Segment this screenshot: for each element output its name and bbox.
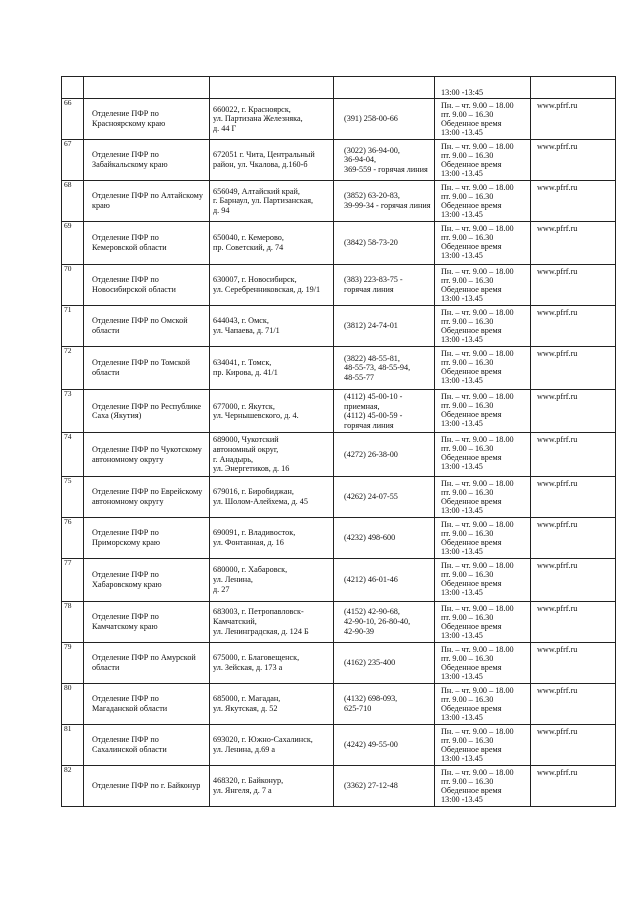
pfr-offices-table	[61, 76, 616, 807]
row-number: 66	[62, 99, 84, 140]
table-row	[62, 222, 616, 265]
table-row	[62, 558, 616, 601]
office-address: 690091, г. Владивосток, ул. Фонтанная, д. 16	[210, 517, 334, 558]
office-name: Отделение ПФР по Камчатскому краю	[84, 601, 210, 642]
row-number: 78	[62, 601, 84, 642]
office-website: www.pfrf.ru	[531, 347, 616, 390]
row-number: 80	[62, 683, 84, 724]
row-number: 72	[62, 347, 84, 390]
office-address: 630007, г. Новосибирск, ул. Серебренниковская, д. 19/1	[210, 265, 334, 306]
row-number: 76	[62, 517, 84, 558]
office-hours: Пн. – чт. 9.00 – 18.00 пт. 9.00 – 16.30 Обеденное время 13:00 -13.45	[435, 517, 531, 558]
row-number: 68	[62, 181, 84, 222]
table-row	[62, 347, 616, 390]
table-row	[62, 265, 616, 306]
office-website: www.pfrf.ru	[531, 558, 616, 601]
row-number: 79	[62, 642, 84, 683]
office-address: 680000, г. Хабаровск, ул. Ленина, д. 27	[210, 558, 334, 601]
office-name: Отделение ПФР по Чукотскому автономному округу	[84, 433, 210, 476]
office-website: www.pfrf.ru	[531, 642, 616, 683]
office-phone: (3822) 48-55-81, 48-55-73, 48-55-94, 48-55-77	[334, 347, 435, 390]
office-hours: Пн. – чт. 9.00 – 18.00 пт. 9.00 – 16.30 Обеденное время 13:00 -13.45	[435, 347, 531, 390]
office-hours: Пн. – чт. 9.00 – 18.00 пт. 9.00 – 16.30 Обеденное время 13:00 -13.45	[435, 222, 531, 265]
office-address: 693020, г. Южно-Сахалинск, ул. Ленина, д.69 а	[210, 724, 334, 765]
office-website: www.pfrf.ru	[531, 601, 616, 642]
table-row-continuation	[62, 77, 616, 99]
table-row	[62, 601, 616, 642]
table-row	[62, 99, 616, 140]
office-name: Отделение ПФР по Новосибирской области	[84, 265, 210, 306]
office-name: Отделение ПФР по Республике Саха (Якутия)	[84, 390, 210, 433]
office-address: 634041, г. Томск, пр. Кирова, д. 41/1	[210, 347, 334, 390]
office-phone	[334, 77, 435, 99]
office-phone: (4132) 698-093, 625-710	[334, 683, 435, 724]
table-row	[62, 642, 616, 683]
office-phone: (4272) 26-38-00	[334, 433, 435, 476]
office-address: 650040, г. Кемерово, пр. Советский, д. 74	[210, 222, 334, 265]
document-page	[61, 76, 615, 807]
office-website: www.pfrf.ru	[531, 390, 616, 433]
office-name: Отделение ПФР по Омской области	[84, 306, 210, 347]
office-address: 660022, г. Красноярск, ул. Партизана Железняка, д. 44 Г	[210, 99, 334, 140]
office-hours: Пн. – чт. 9.00 – 18.00 пт. 9.00 – 16.30 Обеденное время 13:00 -13.45	[435, 601, 531, 642]
row-number	[62, 77, 84, 99]
office-address	[210, 77, 334, 99]
table-row	[62, 390, 616, 433]
row-number: 73	[62, 390, 84, 433]
office-phone: (3812) 24-74-01	[334, 306, 435, 347]
office-phone: (4112) 45-00-10 - приемная, (4112) 45-00-59 - горячая линия	[334, 390, 435, 433]
office-phone: (3852) 63-20-83, 39-99-34 - горячая линия	[334, 181, 435, 222]
office-phone: (3022) 36-94-00, 36-94-04, 369-559 - горячая линия	[334, 140, 435, 181]
table-row	[62, 517, 616, 558]
office-hours: Пн. – чт. 9.00 – 18.00 пт. 9.00 – 16.30 Обеденное время 13:00 -13.45	[435, 265, 531, 306]
office-phone: (3362) 27-12-48	[334, 765, 435, 806]
row-number: 69	[62, 222, 84, 265]
office-name: Отделение ПФР по Кемеровской области	[84, 222, 210, 265]
office-name: Отделение ПФР по Амурской области	[84, 642, 210, 683]
office-website: www.pfrf.ru	[531, 724, 616, 765]
office-address: 675000, г. Благовещенск, ул. Зейская, д. 173 а	[210, 642, 334, 683]
table-row	[62, 765, 616, 806]
office-hours: Пн. – чт. 9.00 – 18.00 пт. 9.00 – 16.30 Обеденное время 13:00 -13.45	[435, 181, 531, 222]
table-row	[62, 433, 616, 476]
office-address: 656049, Алтайский край, г. Барнаул, ул. Партизанская, д. 94	[210, 181, 334, 222]
row-number: 77	[62, 558, 84, 601]
office-hours: Пн. – чт. 9.00 – 18.00 пт. 9.00 – 16.30 Обеденное время 13:00 -13.45	[435, 306, 531, 347]
office-name: Отделение ПФР по Магаданской области	[84, 683, 210, 724]
row-number: 75	[62, 476, 84, 517]
office-address: 672051 г. Чита, Центральный район, ул. Чкалова, д.160-б	[210, 140, 334, 181]
row-number: 71	[62, 306, 84, 347]
office-hours: Пн. – чт. 9.00 – 18.00 пт. 9.00 – 16.30 Обеденное время 13:00 -13.45	[435, 642, 531, 683]
office-website: www.pfrf.ru	[531, 683, 616, 724]
office-phone: (383) 223-83-75 - горячая линия	[334, 265, 435, 306]
office-website: www.pfrf.ru	[531, 476, 616, 517]
office-phone: (4152) 42-90-68, 42-90-10, 26-80-40, 42-90-39	[334, 601, 435, 642]
office-name: Отделение ПФР по Томской области	[84, 347, 210, 390]
office-website: www.pfrf.ru	[531, 517, 616, 558]
office-hours: Пн. – чт. 9.00 – 18.00 пт. 9.00 – 16.30 Обеденное время 13:00 -13.45	[435, 558, 531, 601]
table-row	[62, 724, 616, 765]
office-address: 689000, Чукотский автономный округ, г. Анадырь, ул. Энергетиков, д. 16	[210, 433, 334, 476]
office-website: www.pfrf.ru	[531, 140, 616, 181]
table-row	[62, 683, 616, 724]
office-phone: (391) 258-00-66	[334, 99, 435, 140]
office-name: Отделение ПФР по Красноярскому краю	[84, 99, 210, 140]
office-name: Отделение ПФР по Хабаровскому краю	[84, 558, 210, 601]
office-website: www.pfrf.ru	[531, 99, 616, 140]
office-website: www.pfrf.ru	[531, 265, 616, 306]
office-name	[84, 77, 210, 99]
office-name: Отделение ПФР по Сахалинской области	[84, 724, 210, 765]
row-number: 70	[62, 265, 84, 306]
office-address: 679016, г. Биробиджан, ул. Шолом-Алейхема, д. 45	[210, 476, 334, 517]
office-phone: (4162) 235-400	[334, 642, 435, 683]
office-hours: Пн. – чт. 9.00 – 18.00 пт. 9.00 – 16.30 Обеденное время 13:00 -13.45	[435, 476, 531, 517]
table-row	[62, 306, 616, 347]
office-hours: Пн. – чт. 9.00 – 18.00 пт. 9.00 – 16.30 Обеденное время 13:00 -13.45	[435, 99, 531, 140]
office-name: Отделение ПФР по Еврейскому автономному округу	[84, 476, 210, 517]
office-phone: (4212) 46-01-46	[334, 558, 435, 601]
office-name: Отделение ПФР по Приморскому краю	[84, 517, 210, 558]
table-row	[62, 476, 616, 517]
office-website: www.pfrf.ru	[531, 433, 616, 476]
office-website: www.pfrf.ru	[531, 306, 616, 347]
row-number: 74	[62, 433, 84, 476]
office-name: Отделение ПФР по г. Байконур	[84, 765, 210, 806]
office-address: 468320, г. Байконур, ул. Янгеля, д. 7 а	[210, 765, 334, 806]
office-phone: (4262) 24-07-55	[334, 476, 435, 517]
office-phone: (3842) 58-73-20	[334, 222, 435, 265]
office-address: 677000, г. Якутск, ул. Чернышевского, д. 4.	[210, 390, 334, 433]
table-row	[62, 181, 616, 222]
office-phone: (4242) 49-55-00	[334, 724, 435, 765]
office-hours: Пн. – чт. 9.00 – 18.00 пт. 9.00 – 16.30 Обеденное время 13:00 -13.45	[435, 724, 531, 765]
office-hours: Пн. – чт. 9.00 – 18.00 пт. 9.00 – 16.30 Обеденное время 13:00 -13.45	[435, 390, 531, 433]
office-name: Отделение ПФР по Забайкальскому краю	[84, 140, 210, 181]
office-website: www.pfrf.ru	[531, 765, 616, 806]
office-address: 683003, г. Петропавловск- Камчатский, ул. Ленинградская, д. 124 Б	[210, 601, 334, 642]
row-number: 81	[62, 724, 84, 765]
office-hours: 13:00 -13:45	[435, 77, 531, 99]
office-address: 644043, г. Омск, ул. Чапаева, д. 71/1	[210, 306, 334, 347]
office-website	[531, 77, 616, 99]
office-website: www.pfrf.ru	[531, 181, 616, 222]
table-row	[62, 140, 616, 181]
office-name: Отделение ПФР по Алтайскому краю	[84, 181, 210, 222]
office-hours: Пн. – чт. 9.00 – 18.00 пт. 9.00 – 16.30 Обеденное время 13:00 -13.45	[435, 765, 531, 806]
office-website: www.pfrf.ru	[531, 222, 616, 265]
office-address: 685000, г. Магадан, ул. Якутская, д. 52	[210, 683, 334, 724]
office-hours: Пн. – чт. 9.00 – 18.00 пт. 9.00 – 16.30 Обеденное время 13:00 -13.45	[435, 683, 531, 724]
row-number: 82	[62, 765, 84, 806]
office-phone: (4232) 498-600	[334, 517, 435, 558]
office-hours: Пн. – чт. 9.00 – 18.00 пт. 9.00 – 16.30 Обеденное время 13:00 -13.45	[435, 140, 531, 181]
office-hours: Пн. – чт. 9.00 – 18.00 пт. 9.00 – 16.30 Обеденное время 13:00 -13.45	[435, 433, 531, 476]
row-number: 67	[62, 140, 84, 181]
